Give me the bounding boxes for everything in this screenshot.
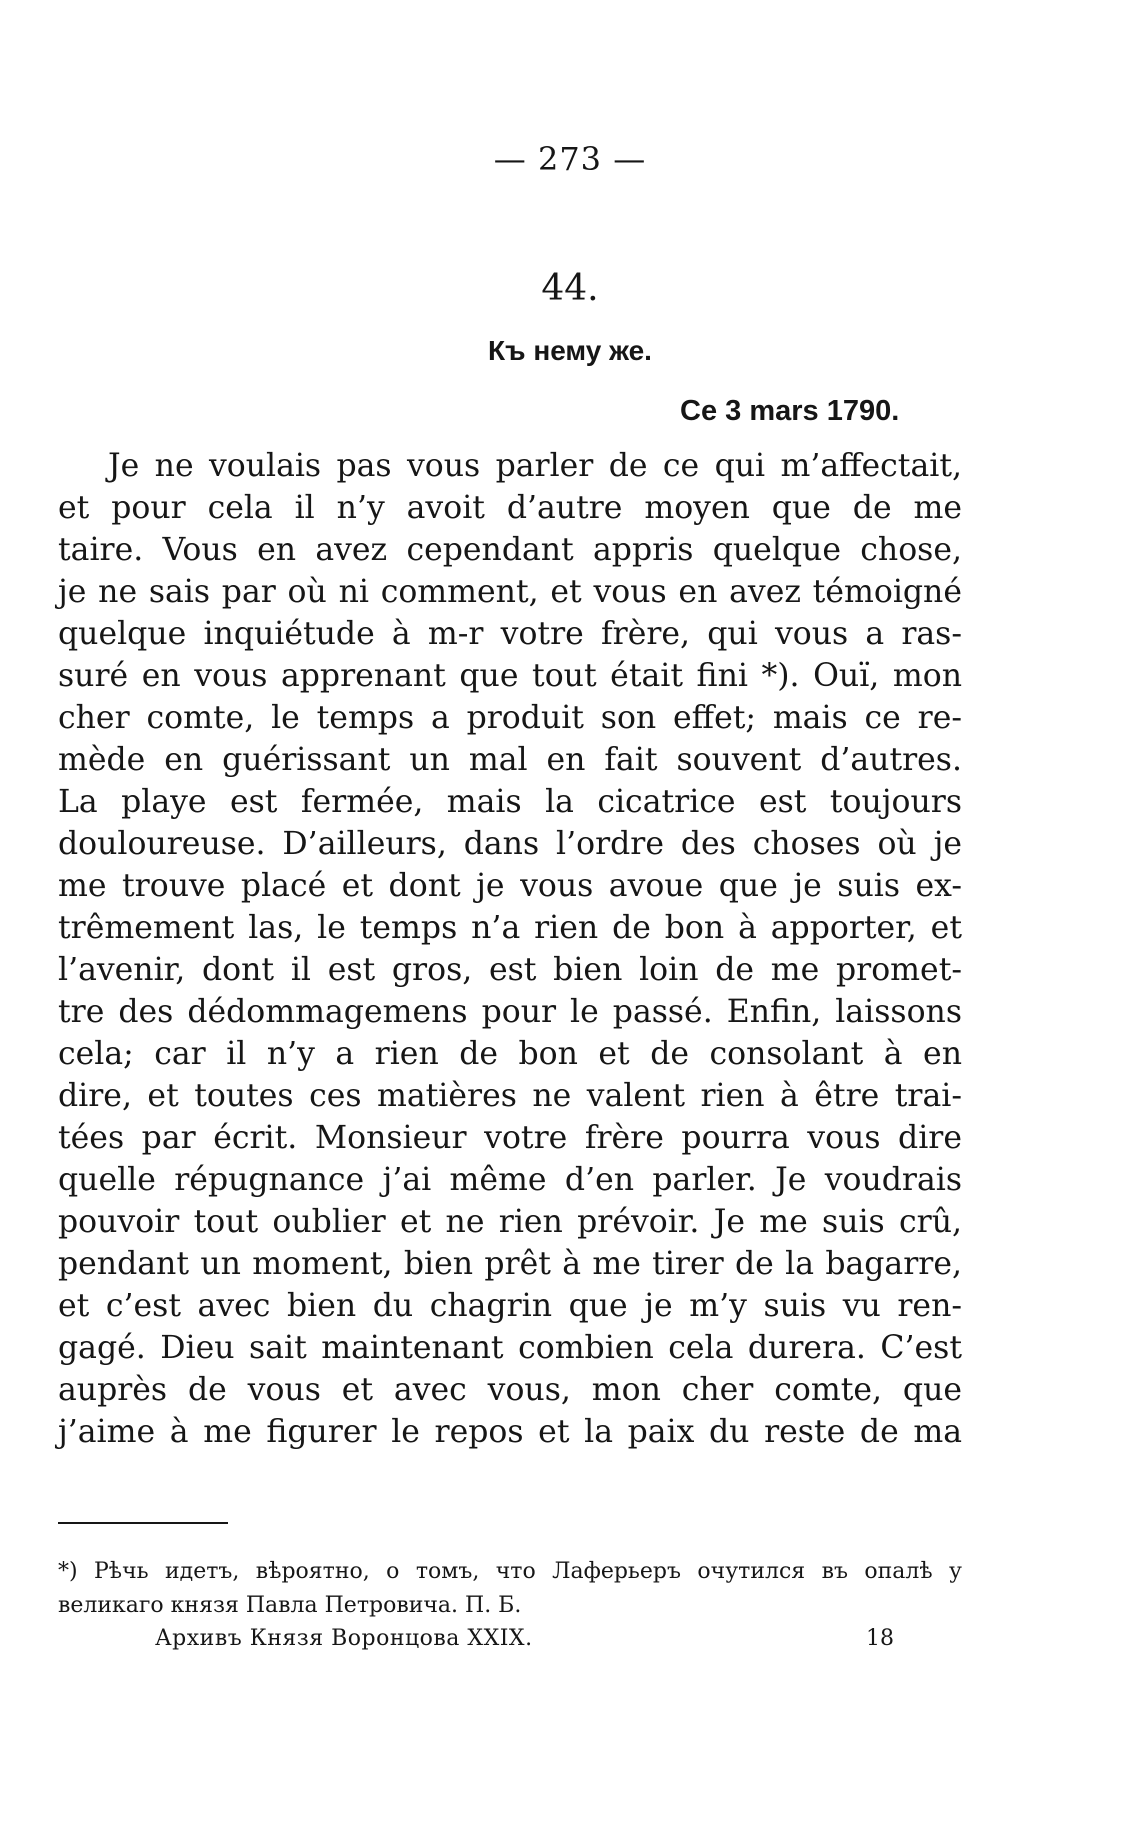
footnote-line: *) Рѣчь идетъ, вѣроятно, о томъ, что Лаферьеръ очутился въ опалѣ у — [58, 1559, 962, 1584]
body-line: je ne sais par où ni comment, et vous en avez témoigné — [58, 574, 962, 610]
body-line: j’aime à me figurer le repos et la paix du reste de ma — [58, 1414, 962, 1450]
body-line: douloureuse. D’ailleurs, dans l’ordre des choses où je — [58, 826, 962, 862]
footnote-line: великаго князя Павла Петровича. П. Б. — [58, 1593, 522, 1618]
footnote-divider — [58, 1522, 228, 1524]
body-line: quelle répugnance j’ai même d’en parler. Je voudrais — [58, 1162, 962, 1198]
body-line: pouvoir tout oublier et ne rien prévoir. Je me suis crû, — [58, 1204, 962, 1240]
addressee-heading: Къ нему же. — [488, 335, 652, 366]
body-line: Je ne voulais pas vous parler de ce qui m’affectait, — [108, 448, 962, 484]
body-line: tre des dédommagemens pour le passé. Enfin, laissons — [58, 994, 962, 1030]
body-line: pendant un moment, bien prêt à me tirer de la bagarre, — [58, 1246, 962, 1282]
body-line: auprès de vous et avec vous, mon cher comte, que — [58, 1372, 962, 1408]
body-line: quelque inquiétude à m-r votre frère, qui vous a ras- — [58, 616, 962, 652]
body-line: me trouve placé et dont je vous avoue que je suis ex- — [58, 868, 962, 904]
letter-number: 44. — [541, 268, 599, 309]
body-line: gagé. Dieu sait maintenant combien cela durera. C’est — [58, 1330, 962, 1366]
printer-signature: Архивъ Князя Воронцова XXIX. — [155, 1626, 533, 1651]
letter-date: Ce 3 mars 1790. — [680, 395, 900, 427]
body-line: cela; car il n’y a rien de bon et de consolant à en — [58, 1036, 962, 1072]
body-line: dire, et toutes ces matières ne valent rien à être trai- — [58, 1078, 962, 1114]
page-number: — 273 — — [493, 140, 647, 178]
sheet-number: 18 — [866, 1626, 894, 1651]
body-line: cher comte, le temps a produit son effet; mais ce re- — [58, 700, 962, 736]
body-line: mède en guérissant un mal en fait souvent d’autres. — [58, 742, 962, 778]
body-line: et pour cela il n’y avoit d’autre moyen que de me — [58, 490, 962, 526]
body-line: La playe est fermée, mais la cicatrice est toujours — [58, 784, 962, 820]
body-line: tées par écrit. Monsieur votre frère pourra vous dire — [58, 1120, 962, 1156]
body-line: l’avenir, dont il est gros, est bien loin de me promet- — [58, 952, 962, 988]
body-line: suré en vous apprenant que tout était fini *). Ouï, mon — [58, 658, 962, 694]
body-line: et c’est avec bien du chagrin que je m’y suis vu ren- — [58, 1288, 962, 1324]
body-line: taire. Vous en avez cependant appris quelque chose, — [58, 532, 962, 568]
body-line: trêmement las, le temps n’a rien de bon à apporter, et — [58, 910, 962, 946]
